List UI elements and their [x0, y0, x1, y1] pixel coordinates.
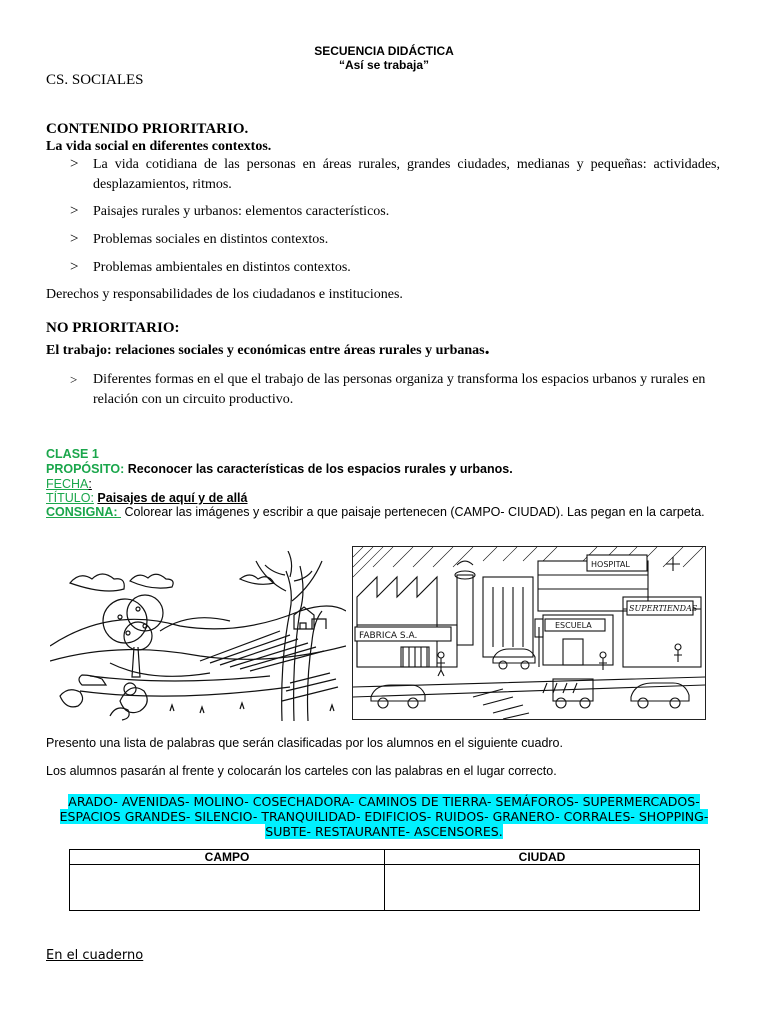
consigna-line — [46, 505, 706, 520]
table-row — [70, 865, 700, 911]
no-prioritario-subheading-text: El trabajo: relaciones sociales y económicas entre áreas rurales y urbanas — [46, 343, 485, 358]
titulo-line — [46, 491, 248, 505]
hospital-sign: HOSPITAL — [591, 560, 630, 569]
no-prioritario-subheading-end: . — [484, 337, 490, 359]
table-header-row — [70, 850, 700, 865]
contenido-subheading: La vida social en diferentes contextos. — [46, 139, 272, 154]
clase-label: CLASE 1 — [46, 447, 99, 461]
table-header-ciudad: CIUDAD — [385, 850, 700, 865]
bullet-text: Problemas ambientales en distintos contextos. — [93, 260, 351, 275]
word-list-line-3: SUBTE- RESTAURANTE- ASCENSORES. — [265, 824, 503, 839]
document-subtitle: “Así se trabaja” — [338, 58, 430, 72]
no-prioritario-bullet — [70, 370, 720, 410]
bullet-marker: > — [70, 372, 78, 387]
contenido-bullet — [70, 202, 720, 222]
contenido-bullet — [70, 155, 720, 195]
no-prioritario-subheading — [46, 337, 490, 360]
bullet-marker: > — [70, 259, 79, 275]
bullet-text: Problemas sociales en distintos contextos. — [93, 232, 329, 247]
bullet-text: Paisajes rurales y urbanos: elementos característicos. — [93, 204, 390, 219]
fecha-colon: : — [88, 477, 92, 491]
proposito-label: PROPÓSITO: — [46, 462, 125, 476]
bullet-text: La vida cotidiana de las personas en áreas rurales, grandes ciudades, medianas y pequeñas: actividades, desplazamientos, ritmos. — [93, 157, 720, 192]
cuaderno-heading: En el cuaderno — [46, 948, 144, 963]
consigna-label: CONSIGNA: — [46, 505, 118, 519]
bullet-text: Diferentes formas en el que el trabajo de las personas organiza y transforma los espacios urbanos y rurales en relación con un circuito productivo. — [93, 372, 706, 407]
contenido-bullet — [70, 258, 720, 278]
supertiendas-sign: SUPERTIENDAS — [629, 604, 698, 613]
consigna-text: Colorear las imágenes y escribir a que paisaje pertenecen (CAMPO- CIUDAD). Las pegan en la carpeta. — [124, 505, 705, 519]
contenido-closing: Derechos y responsabilidades de los ciudadanos e instituciones. — [46, 287, 403, 302]
classification-table — [69, 849, 700, 911]
word-list-line-1: ARADO- AVENIDAS- MOLINO- COSECHADORA- CAMINOS DE TIERRA- SEMÁFOROS- SUPERMERCADOS- — [68, 794, 700, 809]
bullet-marker: > — [70, 203, 79, 219]
rural-landscape-image — [50, 551, 346, 721]
contenido-heading: CONTENIDO PRIORITARIO. — [46, 121, 249, 137]
titulo-text: Paisajes de aquí y de allá — [97, 491, 248, 505]
table-cell-ciudad[interactable] — [385, 865, 700, 911]
fecha-label: FECHA — [46, 477, 89, 491]
table-cell-campo[interactable] — [70, 865, 385, 911]
word-list-line-2: ESPACIOS GRANDES- SILENCIO- TRANQUILIDAD- EDIFICIOS- RUIDOS- GRANERO- CORRALES- SHOPPING- — [59, 809, 709, 824]
proposito-text: Reconocer las características de los espacios rurales y urbanos. — [127, 462, 513, 476]
bullet-marker: > — [70, 156, 79, 172]
document-title: SECUENCIA DIDÁCTICA — [314, 44, 454, 58]
escuela-sign: ESCUELA — [555, 621, 592, 630]
fabrica-sign: FABRICA S.A. — [359, 631, 418, 641]
paragraph-1: Presento una lista de palabras que serán clasificadas por los alumnos en el siguiente cuadro. — [46, 736, 563, 750]
word-list — [46, 794, 722, 839]
titulo-label: TÍTULO: — [46, 491, 94, 505]
contenido-bullet — [70, 230, 720, 250]
bullet-marker: > — [70, 231, 79, 247]
city-landscape-image — [352, 546, 706, 720]
fecha-line — [46, 477, 92, 491]
no-prioritario-heading: NO PRIORITARIO: — [46, 320, 180, 336]
subject-label: CS. SOCIALES — [46, 72, 144, 88]
table-header-campo: CAMPO — [70, 850, 385, 865]
proposito-line — [46, 462, 513, 476]
paragraph-2: Los alumnos pasarán al frente y colocarán los carteles con las palabras en el lugar correcto. — [46, 764, 557, 778]
